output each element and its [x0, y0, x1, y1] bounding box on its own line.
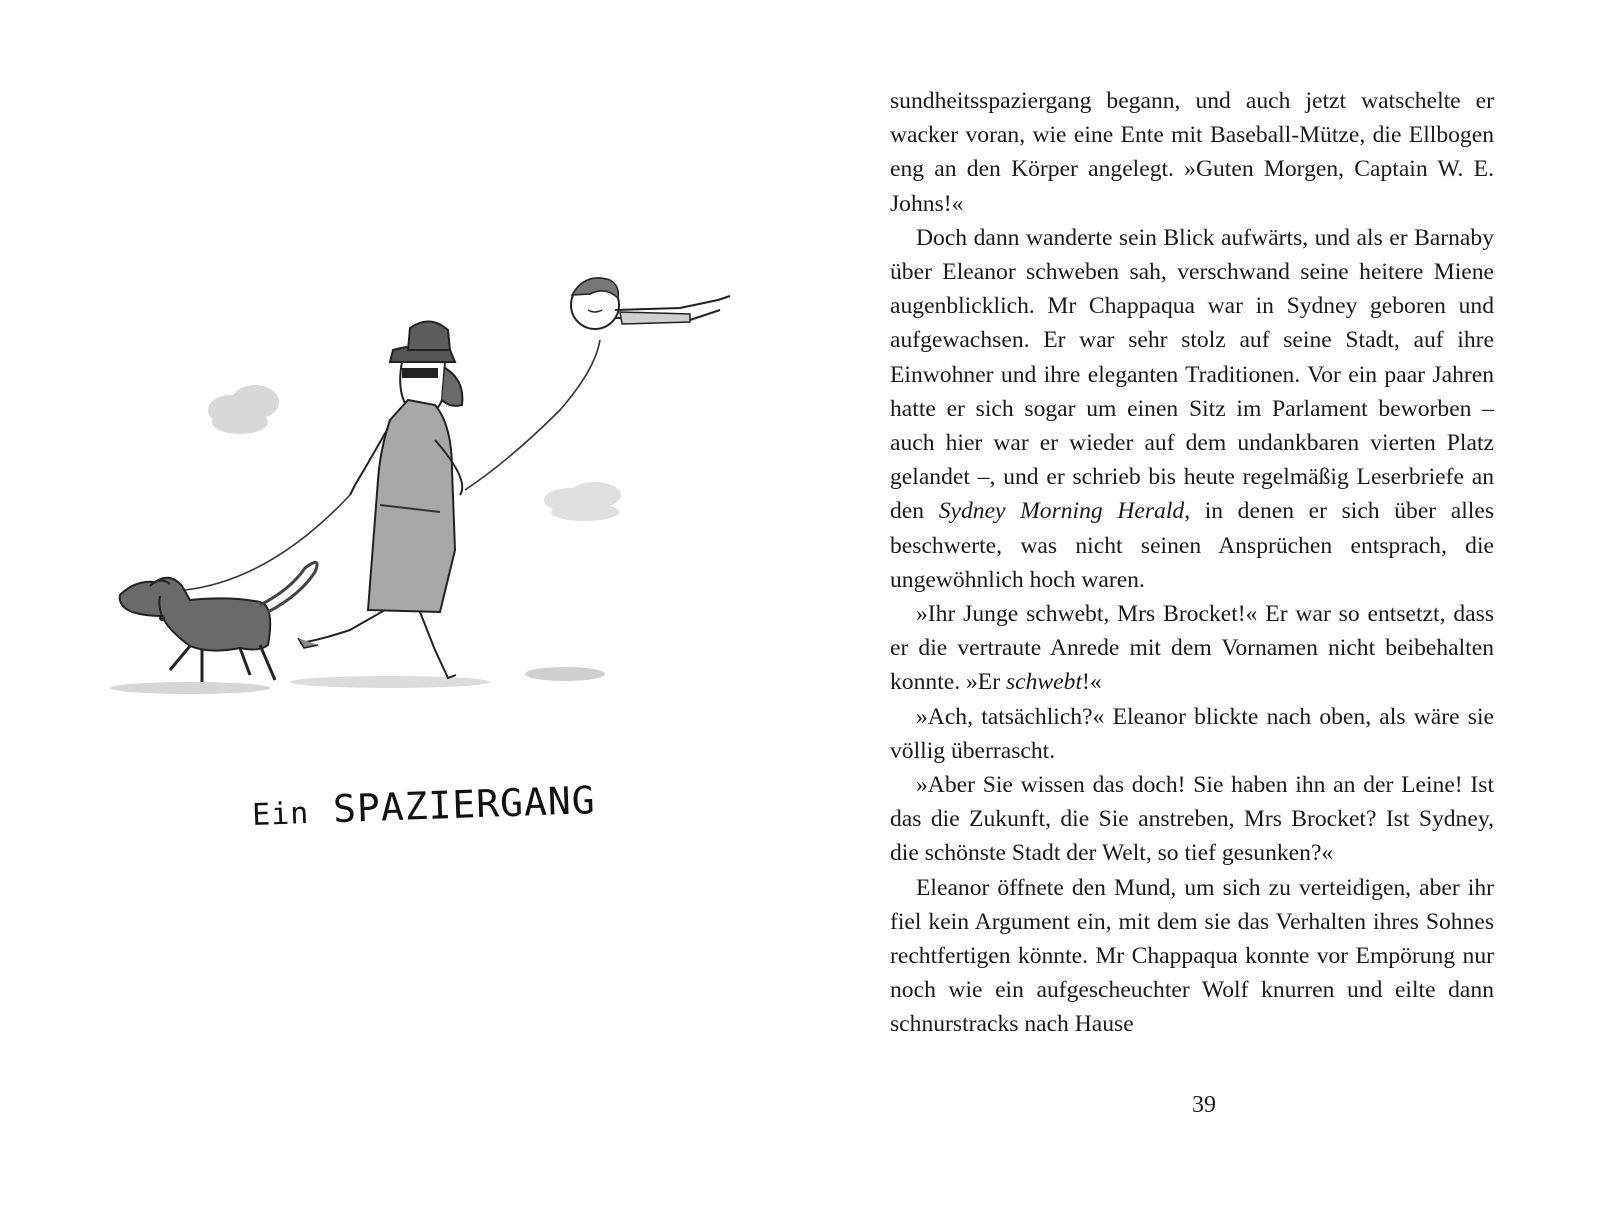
- paragraph: [890, 221, 1494, 597]
- paragraph-text: Eleanor öffnete den Mund, um sich zu verteidigen, aber ihr fiel kein Argument ein, mit dem sie das Verhalten ihres Sohnes rechtfertigen könnte. Mr Chappaqua konnte vor Empörung nur noch wie ein aufgescheuchter Wolf knurren und eilte dann schnurstracks nach Hause: [890, 874, 1494, 1038]
- walk-illustration: [90, 250, 770, 730]
- paragraph: [890, 768, 1494, 871]
- right-page: [800, 0, 1600, 1216]
- chapter-title-prefix: Ein: [251, 796, 310, 833]
- page-number: 39: [1192, 1092, 1216, 1118]
- cloud-left-icon: [208, 385, 279, 434]
- cloud-right-icon: [544, 482, 621, 521]
- paragraph: [890, 84, 1494, 221]
- chapter-title-main: SPAZIERGANG: [332, 778, 597, 832]
- paragraph-text: Doch dann wanderte sein Blick aufwärts, und als er Barnaby über Eleanor schweben sah, verschwand seine heitere Miene augenblicklich. Mr Chappaqua war in Sydney geboren und aufgewachsen. Er war sehr stolz auf seine Stadt, auf ihre Einwohner und ihre eleganten Traditionen. Vor ein paar Jahren hatte er sich sogar um einen Sitz im Parlament beworben – auch hier war er wieder auf dem undankbaren vierten Platz gelandet –, und er schrieb bis heute regelmäßig Leserbriefe an den: [890, 224, 1494, 525]
- paragraph-text: sundheitsspaziergang begann, und auch jetzt watschelte er wacker voran, wie eine Ente mit Baseball-Mütze, die Ellbogen eng an den Körper angelegt. »Guten Morgen, Captain W. E. Johns!«: [890, 88, 1494, 217]
- chapter-title: [251, 775, 672, 834]
- paragraph: [890, 871, 1494, 1042]
- body-text: [890, 84, 1494, 1042]
- paragraph-text: , in denen er sich über alles beschwerte, was nicht seinen Ansprüchen entsprach, die ungewöhnlich hoch waren.: [890, 498, 1495, 593]
- paragraph-text: »Aber Sie wissen das doch! Sie haben ihn an der Leine! Ist das die Zukunft, die Sie anstreben, Mrs Brocket? Ist Sydney, die schönste Stadt der Welt, so tief gesunken?«: [890, 772, 1494, 867]
- paragraph-text: »Ach, tatsächlich?« Eleanor blickte nach oben, als wäre sie völlig überrascht.: [890, 703, 1494, 764]
- paragraph: [890, 700, 1494, 768]
- paragraph-text: »Ihr Junge schwebt, Mrs Brocket!« Er war so entsetzt, dass er die vertraute Anrede mit dem Vornamen nicht beibehalten konnte. »Er: [890, 601, 1494, 696]
- floating-boy-icon: [571, 278, 730, 329]
- italic-text: Sydney Morning Herald: [938, 498, 1185, 525]
- dog-icon: [120, 562, 317, 682]
- italic-text: schwebt: [1005, 669, 1082, 696]
- woman-walking-dog-icon: [90, 250, 770, 730]
- woman-figure-icon: [298, 321, 462, 678]
- paragraph-text: !«: [1082, 669, 1102, 696]
- paragraph: [890, 597, 1494, 700]
